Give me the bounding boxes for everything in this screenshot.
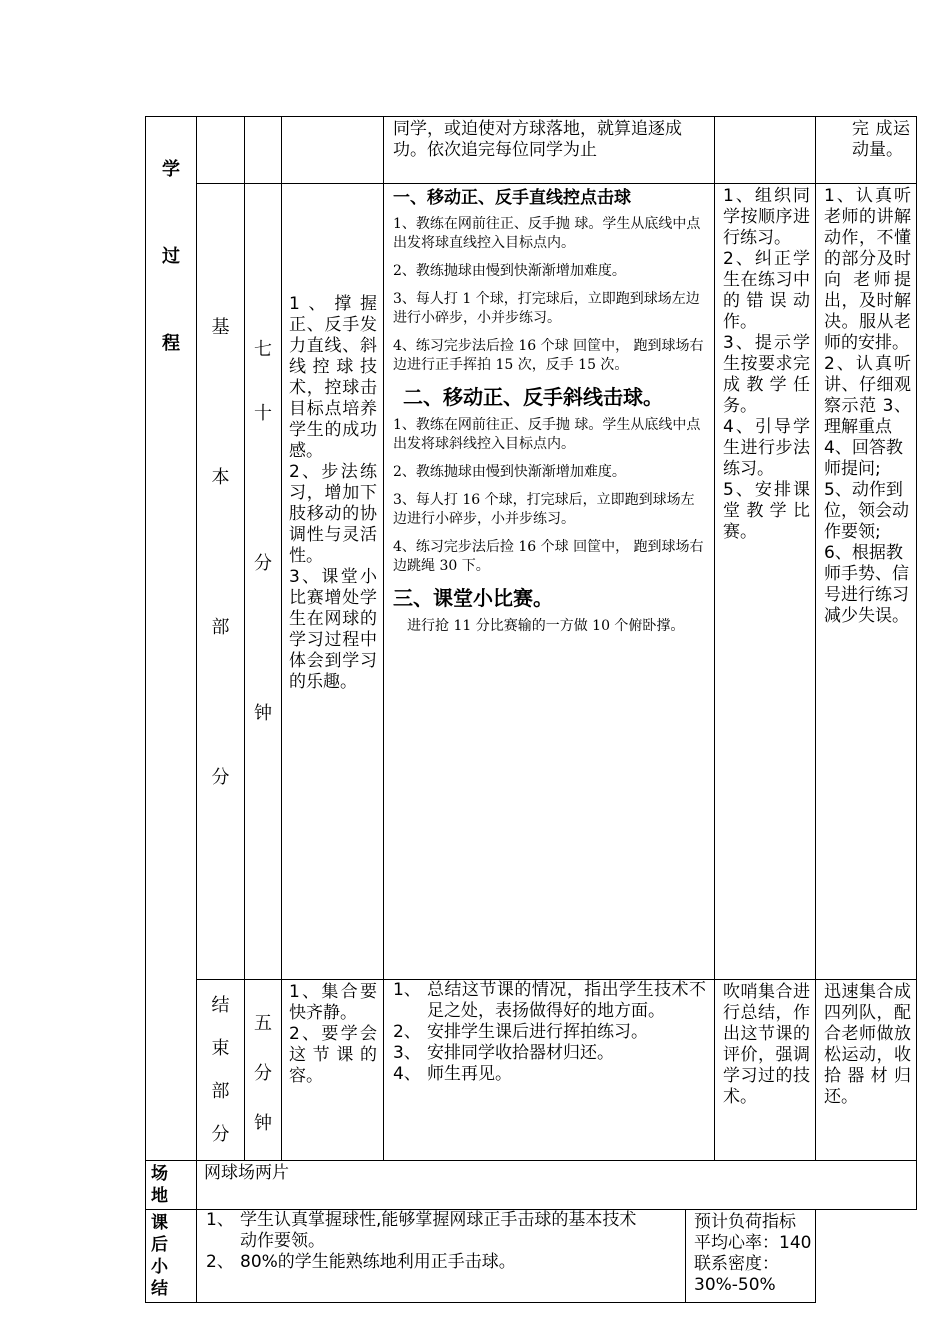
ending-section-char: 部: [211, 1081, 230, 1102]
part2-item: 3、每人打 16 个球，打完球后，立即跑到球场左边进行小碎步，小并步练习。: [393, 492, 695, 527]
top-content-text: 同学，或迫使对方球落地，就算追逐成功。依次追完每位同学为止: [393, 119, 682, 160]
venue-label: 场地: [151, 1164, 168, 1206]
ending-section-char: 结: [211, 995, 230, 1016]
basic-section-char: 分: [211, 767, 230, 788]
basic-teacher-item: 1、组织同学按顺序进行练习。: [723, 186, 810, 248]
summary-label: 课后小结: [151, 1213, 168, 1299]
part2-title: 二、移动正、反手斜线击球。: [403, 385, 663, 409]
process-label-char: 程: [162, 333, 180, 354]
basic-teacher-item: 4、引导学生进行步法练习。: [723, 417, 810, 479]
basic-section-char: 本: [211, 467, 230, 488]
basic-time-char: 七: [254, 339, 272, 360]
part1-item: 3、每人打 1 个球，打完球后，立即跑到球场左边进行小碎步，小并步练习。: [393, 291, 700, 326]
basic-time-char: 分: [254, 553, 272, 574]
empty-cell: [197, 117, 245, 184]
ending-teacher-text: 吹哨集合进行总结，作出这节课的评价，强调学习过的技术。: [723, 982, 810, 1107]
basic-content-cell: [384, 184, 715, 980]
ending-content-item: 4、 师生再见。: [393, 1064, 512, 1084]
empty-cell: [245, 117, 282, 184]
basic-goal: 1、撑握正、反手发力直线、斜线控球技术，控球击目标点培养学生的成功感。: [289, 294, 377, 461]
basic-teacher-item: 2、纠正学生在练习中的错误动作。: [723, 249, 810, 332]
process-label-char: 过: [162, 246, 180, 267]
top-student-text: 完 成运 动量。: [852, 119, 910, 160]
basic-student-item: 2、认真听讲、仔细观察示范 3、理解重点: [824, 354, 911, 437]
top-student-cell: [816, 117, 917, 184]
basic-section-char: 部: [211, 617, 230, 638]
part2-item: 4、练习完步法后捡 16 个球 回筐中， 跑到球场右边跳绳 30 下。: [393, 539, 704, 574]
empty-cell: [282, 117, 384, 184]
part2-item: 2、教练抛球由慢到快渐渐增加难度。: [393, 464, 626, 480]
part3-title: 三、课堂小比赛。: [393, 586, 553, 610]
summary-content-cell: [197, 1210, 816, 1303]
load-indicators: [694, 1212, 815, 1296]
basic-section-cell: [197, 184, 245, 980]
basic-teacher-cell: [715, 184, 816, 980]
ending-time-char: 分: [254, 1062, 272, 1084]
heart-rate: 平均心率：140: [694, 1233, 812, 1253]
summary-item: 1、 学生认真掌握球性,能够掌握网球正手击球的基本技术动作要领。: [206, 1210, 637, 1251]
ending-student-cell: [816, 980, 917, 1161]
part1-item: 4、练习完步法后捡 16 个球 回筐中， 跑到球场右边进行正手挥拍 15 次，反手 15 次。: [393, 338, 704, 373]
ending-content-item: 3、 安排同学收拾器材归还。: [393, 1043, 614, 1063]
ending-section-char: 束: [211, 1038, 230, 1059]
ending-student-text: 迅速集合成四列队，配合老师做放松运动，收拾器材归还。: [824, 982, 911, 1107]
ending-goal: 1、集合要快齐静。: [289, 982, 377, 1023]
process-label-char: 学: [162, 159, 180, 180]
summary-label-cell: [146, 1210, 197, 1303]
ending-time-char: 钟: [254, 1112, 272, 1134]
part1-item: 2、教练抛球由慢到快渐渐增加难度。: [393, 263, 626, 279]
part3-text: 进行抢 11 分比赛输的一方做 10 个俯卧撑。: [407, 618, 685, 634]
ending-goal: 2、要学会这节课的容。: [289, 1024, 377, 1086]
ending-goals-cell: [282, 980, 384, 1161]
ending-time-char: 五: [254, 1012, 272, 1034]
basic-section-char: 基: [211, 317, 230, 338]
basic-goal: 2、步法练习，增加下肢移动的协调性与灵活性。: [289, 462, 377, 566]
load-title: 预计负荷指标: [694, 1212, 796, 1232]
ending-content-cell: [384, 980, 715, 1161]
basic-time-char: 十: [254, 403, 272, 424]
basic-time-char: 钟: [254, 703, 272, 724]
basic-student-item: 5、动作到位，领会动作要领;: [824, 480, 909, 542]
ending-section-cell: [197, 980, 245, 1161]
basic-goal: 3、课堂小比赛增处学生在网球的学习过程中体会到学习的乐趣。: [289, 567, 377, 692]
basic-student-item: 4、回答教师提问;: [824, 438, 903, 479]
basic-student-cell: [816, 184, 917, 980]
ending-content-item: 2、 安排学生课后进行挥拍练习。: [393, 1022, 648, 1042]
basic-time-cell: [245, 184, 282, 980]
part1-title: 一、移动正、反手直线控点击球: [393, 188, 631, 208]
basic-teacher-item: 5、安排课堂教学比赛。: [723, 480, 810, 542]
basic-student-item: 1、认真听老师的讲解动作，不懂的部分及时向 老师提出，及时解决。服从老师的安排。: [824, 186, 911, 353]
part2-item: 1、教练在网前往正、反手抛 球。学生从底线中点出发将球斜线控入目标点内。: [393, 417, 701, 452]
venue-label-cell: [146, 1161, 197, 1210]
top-content-cell: [384, 117, 715, 184]
summary-item: 2、 80%的学生能熟练地利用正手击球。: [206, 1252, 516, 1272]
basic-student-item: 6、根据教师手势、信号进行练习减少失误。: [824, 543, 909, 626]
lesson-plan-table: [145, 116, 917, 1303]
ending-content-item: 1、 总结这节课的情况，指出学生技术不足之处，表扬做得好的地方面。: [393, 980, 706, 1021]
summary-divider: [685, 1210, 686, 1302]
ending-time-cell: [245, 980, 282, 1161]
empty-cell: [715, 117, 816, 184]
process-label-cell: [146, 117, 197, 1161]
practice-density: 联系密度：30%-50%: [694, 1254, 779, 1295]
basic-teacher-item: 3、提示学生按要求完成教学任务。: [723, 333, 810, 416]
basic-goals-cell: [282, 184, 384, 980]
ending-section-char: 分: [211, 1124, 230, 1145]
venue-value: 网球场两片: [204, 1163, 289, 1183]
ending-teacher-cell: [715, 980, 816, 1161]
part1-item: 1、教练在网前往正、反手抛 球。学生从底线中点出发将球直线控入目标点内。: [393, 216, 701, 251]
venue-value-cell: [197, 1161, 917, 1210]
